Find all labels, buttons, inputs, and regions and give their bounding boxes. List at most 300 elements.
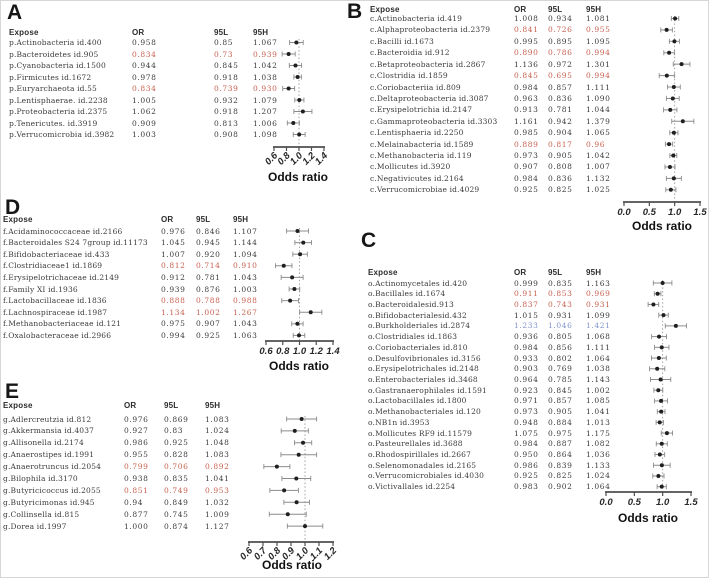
row-or-value: 1.136 <box>514 59 539 69</box>
row-expose-label: o.NB1n id.3953 <box>368 417 430 427</box>
row-expose-label: c.Melainabacteria id.1589 <box>370 139 474 149</box>
row-ci-high-value: 1.048 <box>205 438 230 448</box>
row-ci-high-value: 1.063 <box>233 330 258 340</box>
row-or-value: 1.005 <box>132 95 157 105</box>
row-ci-high-value: 1.143 <box>586 374 611 384</box>
forest-point <box>665 74 669 78</box>
row-expose-label: f.Clostridiaceae1 id.1869 <box>3 261 103 271</box>
forest-point <box>660 463 664 467</box>
panel-label-a: A <box>7 1 23 24</box>
forest-point <box>288 299 292 303</box>
row-ci-high-value: 1.043 <box>233 319 258 329</box>
row-expose-label: f.Oxalobacteraceae id.2966 <box>3 330 112 340</box>
column-header-or: OR <box>124 401 137 410</box>
row-ci-high-value: 0.988 <box>233 296 258 306</box>
forest-point <box>660 345 664 349</box>
column-header-expose: Expose <box>368 268 398 277</box>
row-expose-label: o.Enterobacteriales id.3468 <box>368 374 478 384</box>
row-ci-low-value: 0.907 <box>196 319 221 329</box>
row-ci-high-value: 1.043 <box>233 272 258 282</box>
row-ci-low-value: 0.876 <box>196 284 221 294</box>
x-tick-label: 1.2 <box>300 150 318 168</box>
row-expose-label: o.Bacillales id.1674 <box>368 289 446 299</box>
x-tick-label: 0.0 <box>599 497 613 508</box>
row-ci-low-value: 0.975 <box>548 428 573 438</box>
row-expose-label: f.Methanobacteriaceae id.121 <box>3 319 122 329</box>
forest-point <box>291 121 295 125</box>
forest-point <box>681 119 685 123</box>
row-ci-high-value: 1.067 <box>253 38 278 47</box>
x-axis-title: Odds ratio <box>261 558 322 572</box>
x-tick-label: 1.0 <box>293 545 312 563</box>
row-expose-label: o.Verrucomicrobiales id.4030 <box>368 471 485 481</box>
column-header-95l: 95L <box>196 215 211 224</box>
forest-point <box>657 335 661 339</box>
x-tick-label: 0.9 <box>279 545 298 563</box>
row-expose-label: o.Mollicutes RF9 id.11579 <box>368 428 473 438</box>
forest-point <box>680 62 684 66</box>
row-or-value: 0.925 <box>514 185 539 195</box>
forest-point <box>673 17 677 21</box>
row-ci-low-value: 0.781 <box>196 272 221 282</box>
row-ci-high-value: 1.099 <box>586 310 611 320</box>
row-ci-low-value: 0.695 <box>548 71 573 81</box>
row-or-value: 0.834 <box>132 84 157 93</box>
forest-point <box>297 453 301 457</box>
row-ci-high-value: 1.042 <box>253 61 278 70</box>
row-expose-label: c.Actinobacteria id.419 <box>370 14 463 23</box>
row-ci-low-value: 0.808 <box>548 162 573 172</box>
row-ci-low-value: 0.942 <box>548 116 573 126</box>
row-or-value: 0.888 <box>161 296 186 306</box>
column-header-expose: Expose <box>3 401 33 410</box>
row-ci-low-value: 1.002 <box>196 307 221 317</box>
forest-point <box>294 64 298 68</box>
row-ci-low-value: 0.920 <box>196 249 221 259</box>
forest-point <box>293 429 297 433</box>
x-tick-label: 1.0 <box>668 207 682 218</box>
forest-point <box>672 131 676 135</box>
forest-point <box>282 488 286 492</box>
row-or-value: 0.984 <box>514 173 539 183</box>
row-ci-high-value: 1.207 <box>253 107 278 116</box>
row-ci-high-value: 1.009 <box>205 509 230 519</box>
row-or-value: 0.975 <box>161 319 186 329</box>
row-expose-label: c.Gammaproteobacteria id.3303 <box>370 116 498 126</box>
row-or-value: 0.963 <box>514 93 539 103</box>
row-expose-label: p.Bacteroidetes id.905 <box>9 49 99 59</box>
row-ci-low-value: 0.817 <box>548 139 573 149</box>
row-expose-label: c.Deltaproteobacteria id.3087 <box>370 93 489 103</box>
column-header-expose: Expose <box>9 28 39 37</box>
column-header-or: OR <box>514 268 527 277</box>
row-ci-low-value: 0.849 <box>164 497 189 507</box>
row-ci-low-value: 1.046 <box>548 321 573 331</box>
forest-point <box>295 500 299 504</box>
row-ci-low-value: 0.745 <box>164 509 189 519</box>
forest-point <box>287 52 291 56</box>
row-ci-high-value: 1.082 <box>586 439 611 449</box>
row-expose-label: c.Clostridia id.1859 <box>370 71 448 81</box>
row-expose-label: o.Bacteroidalesid.913 <box>368 299 454 309</box>
forest-point <box>297 333 301 337</box>
row-ci-low-value: 0.739 <box>214 84 239 93</box>
row-ci-low-value: 0.864 <box>548 450 573 460</box>
forest-point <box>669 188 673 192</box>
x-tick-label: 0.6 <box>259 346 273 357</box>
row-ci-low-value: 0.853 <box>548 289 573 299</box>
row-ci-high-value: 1.098 <box>253 130 278 139</box>
row-expose-label: p.Cyanobacteria id.1500 <box>9 61 106 70</box>
row-or-value: 0.837 <box>514 299 539 309</box>
row-ci-high-value: 1.421 <box>586 321 611 331</box>
row-ci-low-value: 0.813 <box>214 118 239 128</box>
forest-point <box>659 377 663 381</box>
forest-point <box>651 302 655 306</box>
row-or-value: 0.877 <box>124 509 149 519</box>
row-ci-high-value: 1.013 <box>586 417 611 427</box>
x-axis-title: Odds ratio <box>631 219 692 233</box>
column-header-95l: 95L <box>548 268 563 277</box>
row-expose-label: p.Lentisphaerae. id.2238 <box>9 95 108 105</box>
row-ci-high-value: 1.038 <box>586 364 611 374</box>
row-expose-label: o.Actinomycetales id.420 <box>368 278 468 288</box>
row-expose-label: g.Anaerotruncus id.2054 <box>3 462 102 472</box>
row-ci-high-value: 1.111 <box>586 82 611 92</box>
row-ci-low-value: 0.902 <box>548 482 573 492</box>
row-or-value: 0.964 <box>514 374 539 384</box>
row-ci-low-value: 0.846 <box>196 226 221 236</box>
row-or-value: 0.851 <box>124 485 149 495</box>
forest-point <box>294 477 298 481</box>
row-or-value: 0.986 <box>514 460 539 470</box>
row-ci-high-value: 0.994 <box>586 48 611 58</box>
row-or-value: 1.134 <box>161 307 186 317</box>
row-or-value: 0.978 <box>132 72 157 82</box>
forest-point <box>668 165 672 169</box>
row-ci-high-value: 1.068 <box>586 332 611 342</box>
row-ci-low-value: 0.869 <box>164 414 189 424</box>
row-or-value: 0.976 <box>161 226 186 236</box>
row-ci-low-value: 0.931 <box>548 310 573 320</box>
row-ci-low-value: 0.934 <box>548 14 573 23</box>
row-ci-low-value: 0.714 <box>196 261 221 271</box>
row-expose-label: c.Alphaproteobacteria id.2379 <box>370 25 491 35</box>
row-ci-low-value: 0.788 <box>196 296 221 306</box>
forest-point <box>667 51 671 55</box>
row-ci-high-value: 1.127 <box>205 521 230 531</box>
row-expose-label: o.Clostridiales id.1863 <box>368 332 458 342</box>
row-ci-high-value: 1.111 <box>586 342 611 352</box>
column-header-expose: Expose <box>370 5 400 14</box>
row-expose-label: p.Tenericutes. id.3919 <box>9 118 98 128</box>
forest-point <box>295 322 299 326</box>
row-ci-low-value: 0.73 <box>214 49 234 59</box>
row-ci-low-value: 0.925 <box>196 330 221 340</box>
row-ci-high-value: 1.095 <box>586 36 611 46</box>
row-ci-high-value: 1.065 <box>586 128 611 138</box>
row-ci-high-value: 1.079 <box>253 95 278 105</box>
row-ci-high-value: 1.267 <box>233 307 258 317</box>
row-or-value: 0.973 <box>514 407 539 417</box>
x-tick-label: 0.6 <box>237 545 256 563</box>
x-tick-label: 1.2 <box>321 545 340 563</box>
row-or-value: 0.812 <box>161 261 186 271</box>
row-ci-high-value: 1.024 <box>205 426 230 436</box>
row-or-value: 0.950 <box>514 450 539 460</box>
row-or-value: 0.985 <box>514 128 539 138</box>
forest-point <box>297 98 301 102</box>
row-ci-low-value: 0.887 <box>548 439 573 449</box>
row-ci-low-value: 0.932 <box>214 95 239 105</box>
row-ci-low-value: 0.825 <box>548 185 573 195</box>
row-expose-label: o.Lactobacillales id.1800 <box>368 396 467 406</box>
row-expose-label: g.Anaerostipes id.1991 <box>3 450 95 460</box>
column-header-95l: 95L <box>548 5 563 14</box>
forest-point <box>282 264 286 268</box>
column-header-95h: 95H <box>233 215 249 224</box>
row-ci-low-value: 0.785 <box>548 374 573 384</box>
row-expose-label: o.Pasteurellales id.3688 <box>368 439 463 449</box>
x-axis-title: Odds ratio <box>267 170 328 184</box>
x-tick-label: 1.0 <box>287 150 306 168</box>
row-or-value: 0.927 <box>124 426 149 436</box>
forest-point <box>671 154 675 158</box>
forest-point <box>297 133 301 137</box>
row-ci-high-value: 1.085 <box>586 396 611 406</box>
row-ci-high-value: 1.064 <box>586 353 611 363</box>
row-ci-low-value: 0.845 <box>548 385 573 395</box>
row-or-value: 0.976 <box>124 414 149 424</box>
row-or-value: 0.889 <box>514 139 539 149</box>
forest-point <box>659 399 663 403</box>
row-expose-label: o.Coriobacteriales id.810 <box>368 342 468 352</box>
row-expose-label: p.Verrucomicrobia id.3982 <box>9 130 115 139</box>
forest-point <box>656 292 660 296</box>
x-tick-label: 1.0 <box>292 346 307 357</box>
row-ci-high-value: 1.041 <box>586 407 611 417</box>
row-or-value: 0.903 <box>514 364 539 374</box>
row-ci-high-value: 1.132 <box>586 173 611 183</box>
row-or-value: 0.994 <box>161 330 186 340</box>
row-ci-low-value: 0.786 <box>548 48 573 58</box>
row-ci-high-value: 0.96 <box>586 139 606 149</box>
row-ci-high-value: 0.955 <box>586 25 611 35</box>
row-expose-label: c.Verrucomicrobiae id.4029 <box>370 185 480 195</box>
row-expose-label: c.Coriobacteriia id.809 <box>370 82 461 92</box>
row-or-value: 0.938 <box>124 474 149 483</box>
row-ci-low-value: 0.835 <box>548 278 573 288</box>
row-ci-high-value: 0.931 <box>586 299 611 309</box>
row-expose-label: f.Bacteroidales S24 7group id.11173 <box>3 238 148 248</box>
row-or-value: 0.845 <box>514 71 539 81</box>
row-ci-low-value: 0.918 <box>214 72 239 82</box>
forest-point <box>286 512 290 516</box>
row-ci-low-value: 0.749 <box>164 485 189 495</box>
row-expose-label: g.Bilophila id.3170 <box>3 474 78 483</box>
row-expose-label: f.Acidaminococcaceae id.2166 <box>3 226 123 236</box>
forest-point <box>655 367 659 371</box>
column-header-95h: 95H <box>586 5 602 14</box>
row-expose-label: c.Betaproteobacteria id.2867 <box>370 59 486 69</box>
row-or-value: 0.973 <box>514 151 539 161</box>
row-expose-label: o.Victivallales id.2254 <box>368 482 456 492</box>
forest-point <box>300 417 304 421</box>
row-or-value: 0.834 <box>132 49 157 59</box>
row-or-value: 0.936 <box>514 332 539 342</box>
row-or-value: 1.045 <box>161 238 186 248</box>
row-or-value: 1.075 <box>514 428 539 438</box>
x-tick-label: 1.4 <box>312 150 331 168</box>
x-tick-label: 0.6 <box>262 150 281 168</box>
row-expose-label: c.Methanobacteria id.119 <box>370 151 472 161</box>
row-or-value: 0.958 <box>132 38 157 47</box>
row-expose-label: o.Desulfovibrionales id.3156 <box>368 353 481 363</box>
forest-point <box>667 142 671 146</box>
row-ci-high-value: 1.081 <box>586 14 611 23</box>
forest-point <box>658 420 662 424</box>
row-ci-low-value: 0.781 <box>548 105 573 115</box>
row-ci-high-value: 1.024 <box>586 471 611 481</box>
forest-point <box>662 313 666 317</box>
row-expose-label: o.Gastranaerophilales id.1591 <box>368 385 487 395</box>
x-tick-label: 1.1 <box>307 545 326 563</box>
row-ci-low-value: 0.895 <box>548 36 573 46</box>
row-or-value: 0.925 <box>514 471 539 481</box>
row-ci-low-value: 0.828 <box>164 450 189 460</box>
row-or-value: 0.799 <box>124 462 149 472</box>
x-tick-label: 1.4 <box>326 346 340 357</box>
x-tick-label: 0.8 <box>276 346 290 357</box>
forest-point <box>290 275 294 279</box>
row-ci-high-value: 1.083 <box>205 450 230 460</box>
row-ci-high-value: 1.379 <box>586 116 611 126</box>
row-expose-label: g.Butyricimonas id.945 <box>3 497 95 507</box>
row-or-value: 1.161 <box>514 116 539 126</box>
row-expose-label: p.Proteobacteria id.2375 <box>9 107 108 116</box>
forest-point <box>298 252 302 256</box>
row-or-value: 0.995 <box>514 36 539 46</box>
row-expose-label: f.Lactobacillaceae id.1836 <box>3 296 107 306</box>
row-expose-label: g.Butyricicoccus id.2055 <box>3 485 101 495</box>
x-tick-label: 1.2 <box>309 346 323 357</box>
forest-point <box>656 474 660 478</box>
row-ci-low-value: 0.839 <box>548 460 573 470</box>
row-or-value: 1.000 <box>124 521 149 531</box>
x-axis-title: Odds ratio <box>617 511 678 525</box>
row-ci-high-value: 1.107 <box>233 226 258 236</box>
row-ci-high-value: 1.003 <box>233 284 258 294</box>
forest-point <box>301 241 305 245</box>
x-axis-title: Odds ratio <box>268 359 329 373</box>
row-ci-low-value: 0.743 <box>548 299 573 309</box>
row-expose-label: g.Akkermansia id.4037 <box>3 426 95 436</box>
row-ci-high-value: 1.133 <box>586 460 611 470</box>
row-expose-label: o.Bifidobacterialesid.432 <box>368 310 467 320</box>
row-ci-high-value: 0.910 <box>233 261 258 271</box>
x-tick-label: 0.5 <box>627 497 641 508</box>
row-ci-high-value: 1.083 <box>205 414 230 424</box>
row-expose-label: o.Methanobacteriales id.120 <box>368 407 481 417</box>
row-or-value: 0.971 <box>514 396 539 406</box>
forest-point <box>674 324 678 328</box>
forest-point <box>672 176 676 180</box>
row-ci-high-value: 1.144 <box>233 238 258 248</box>
row-expose-label: c.Erysipelotrichia id.2147 <box>370 105 473 115</box>
row-expose-label: p.Firmicutes id.1672 <box>9 72 92 82</box>
row-ci-low-value: 0.908 <box>214 130 239 139</box>
column-header-95l: 95L <box>164 401 179 410</box>
row-ci-high-value: 1.032 <box>205 497 230 507</box>
row-ci-high-value: 1.163 <box>586 278 611 288</box>
x-tick-label: 0.7 <box>251 545 270 563</box>
row-ci-high-value: 1.041 <box>205 474 230 483</box>
row-ci-high-value: 0.953 <box>205 485 230 495</box>
forest-point <box>672 85 676 89</box>
row-expose-label: f.Bifidobacteriaceae id.433 <box>3 249 110 259</box>
row-ci-high-value: 1.002 <box>586 385 611 395</box>
row-ci-low-value: 0.845 <box>214 61 239 70</box>
row-expose-label: c.Lentisphaeria id.2250 <box>370 128 464 138</box>
forest-point <box>301 441 305 445</box>
row-ci-low-value: 0.857 <box>548 396 573 406</box>
row-or-value: 0.948 <box>514 417 539 427</box>
row-ci-low-value: 0.85 <box>214 38 234 47</box>
row-or-value: 0.986 <box>124 438 149 448</box>
row-ci-low-value: 0.856 <box>548 342 573 352</box>
x-tick-label: 0.0 <box>617 207 631 218</box>
row-expose-label: p.Actinobacteria id.400 <box>9 38 102 47</box>
row-ci-high-value: 1.094 <box>233 249 258 259</box>
row-or-value: 0.999 <box>514 278 539 288</box>
row-ci-low-value: 0.874 <box>164 521 189 531</box>
row-or-value: 0.983 <box>514 482 539 492</box>
row-ci-low-value: 0.726 <box>548 25 573 35</box>
row-expose-label: f.Erysipelotrichaceae id.2149 <box>3 272 120 282</box>
column-header-95l: 95L <box>214 28 229 37</box>
row-ci-high-value: 0.969 <box>586 289 611 299</box>
forest-point <box>658 453 662 457</box>
row-or-value: 0.841 <box>514 25 539 35</box>
row-expose-label: f.Family XI id.1936 <box>3 284 78 294</box>
row-expose-label: g.Adlercreutzia id.812 <box>3 414 92 424</box>
column-header-or: OR <box>161 215 174 224</box>
row-ci-low-value: 0.905 <box>548 407 573 417</box>
row-expose-label: g.Allisonella id.2174 <box>3 438 84 448</box>
column-header-or: OR <box>132 28 145 37</box>
row-or-value: 0.955 <box>124 450 149 460</box>
x-tick-label: 1.5 <box>684 497 698 508</box>
forest-point <box>665 431 669 435</box>
row-ci-high-value: 1.090 <box>586 93 611 103</box>
row-or-value: 0.984 <box>514 82 539 92</box>
row-ci-high-value: 1.175 <box>586 428 611 438</box>
panel-label-d: D <box>5 196 21 219</box>
panel-label-c: C <box>361 229 377 252</box>
row-or-value: 1.003 <box>132 130 157 139</box>
row-expose-label: o.Selenomonadales id.2165 <box>368 460 477 470</box>
forest-point <box>661 281 665 285</box>
row-ci-low-value: 0.769 <box>548 364 573 374</box>
row-ci-low-value: 0.857 <box>548 82 573 92</box>
row-ci-high-value: 1.064 <box>586 482 611 492</box>
row-expose-label: f.Lachnospiraceae id.1987 <box>3 307 108 317</box>
column-header-95h: 95H <box>205 401 221 410</box>
forest-point <box>294 41 298 45</box>
row-ci-low-value: 0.904 <box>548 128 573 138</box>
row-expose-label: c.Negativicutes id.2164 <box>370 173 464 183</box>
row-or-value: 1.233 <box>514 321 539 331</box>
